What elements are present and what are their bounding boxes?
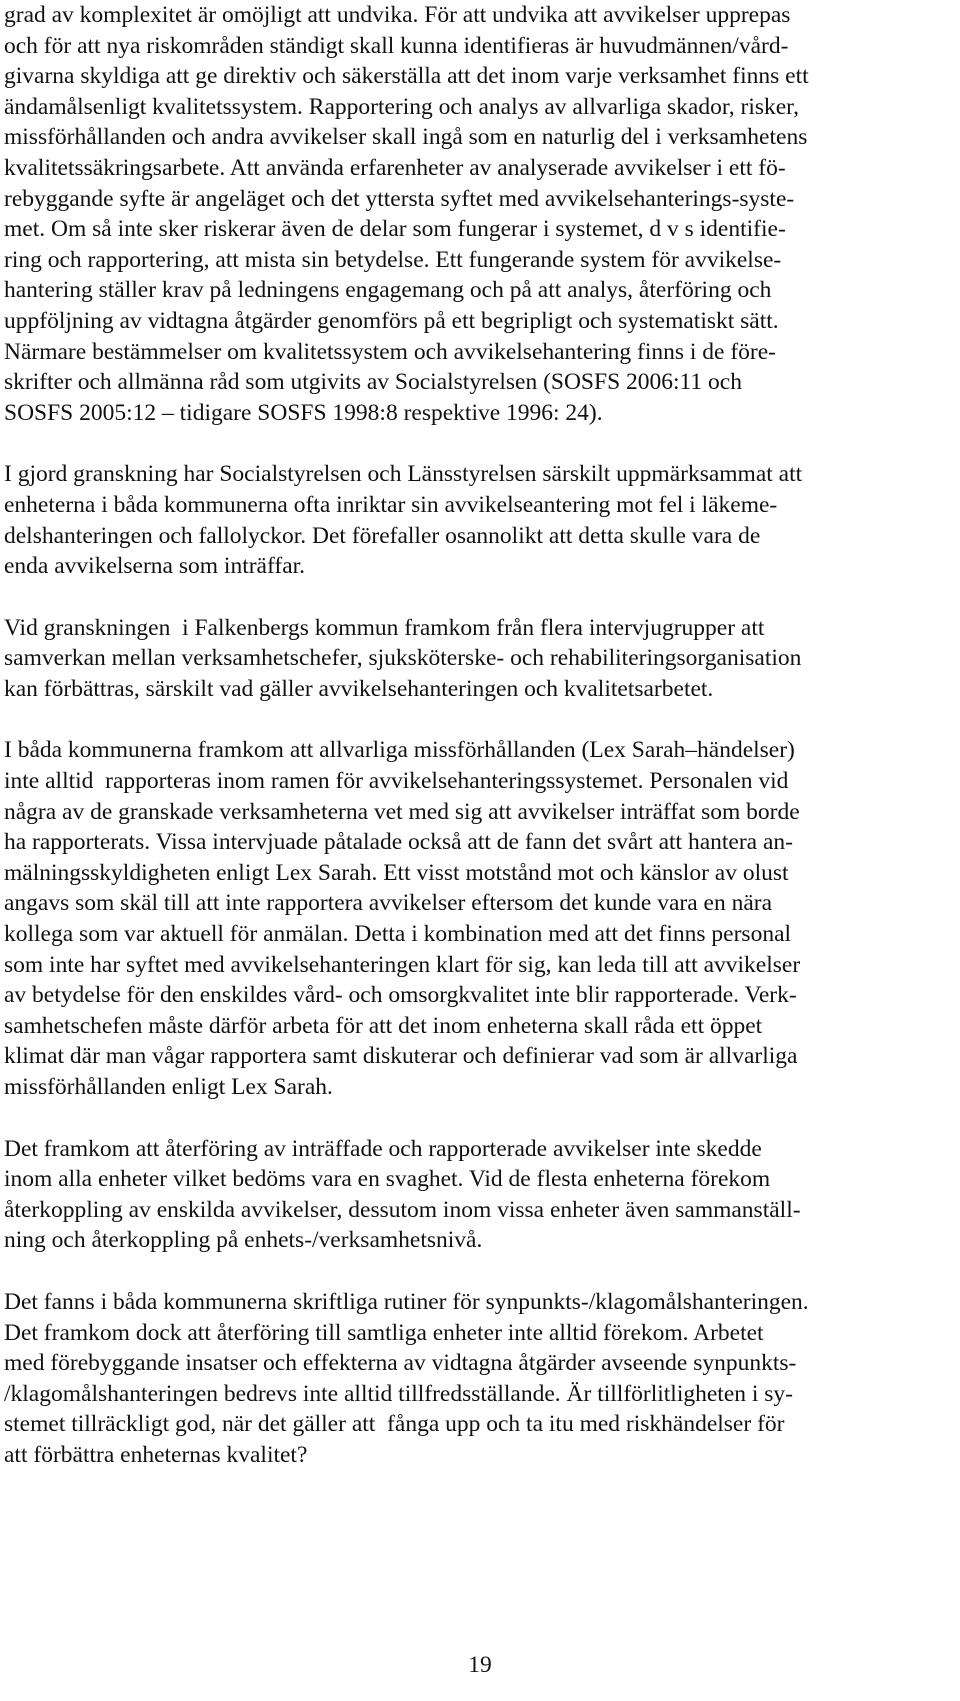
text-line: grad av komplexitet är omöjligt att undvika. För att undvika att avvikelser upprepas <box>4 2 791 28</box>
text-line: med förebyggande insatser och effekterna av vidtagna åtgärder avseende synpunkts- <box>4 1350 797 1377</box>
text-line: I båda kommunerna framkom att allvarliga missförhållanden (Lex Sarah–händelser) <box>4 737 795 764</box>
text-line: och för att nya riskområden ständigt skall kunna identifieras är huvudmännen/vård- <box>4 32 789 59</box>
paragraph-review-findings <box>4 459 956 581</box>
text-line: stemet tillräckligt god, när det gäller att fånga upp och ta itu med riskhändelser för <box>4 1411 785 1438</box>
text-line: kan förbättras, särskilt vad gäller avvikelsehanteringen och kvalitetsarbetet. <box>4 675 714 702</box>
text-line: ändamålsenligt kvalitetssystem. Rapportering och analys av allvarliga skador, risker, <box>4 93 799 120</box>
text-line: Det framkom dock att återföring till samtliga enheter inte alltid förekom. Arbetet <box>4 1319 764 1346</box>
text-line: kollega som var aktuell för anmälan. Detta i kombination med att det finns personal <box>4 921 792 948</box>
text-line: enheterna i båda kommunerna ofta inriktar sin avvikelseantering mot fel i läkeme- <box>4 491 778 518</box>
text-line: Närmare bestämmelser om kvalitetssystem och avvikelsehantering finns i de före- <box>4 338 776 365</box>
text-line: klimat där man vågar rapportera samt diskuterar och definierar vad som är allvarliga <box>4 1043 798 1070</box>
paragraph-quality-system <box>4 0 956 428</box>
text-line: met. Om så inte sker riskerar även de delar som fungerar i systemet, d v s identifie- <box>4 216 786 243</box>
paragraph-falkenberg <box>4 613 956 705</box>
paragraph-lex-sarah <box>4 735 956 1102</box>
document-body <box>4 0 956 1471</box>
text-line: ning och återkoppling på enhets-/verksamhetsnivå. <box>4 1227 483 1254</box>
text-line: ring och rapportering, att mista sin betydelse. Ett fungerande system för avvikelse- <box>4 246 782 273</box>
text-line: /klagomålshanteringen bedrevs inte alltid tillfredsställande. Är tillförlitligheten i sy- <box>4 1380 794 1407</box>
text-line: som inte har syftet med avvikelsehanteringen klart för sig, kan leda till att avvikelser <box>4 951 801 978</box>
page-number: 19 <box>468 1652 492 1678</box>
text-line: återkoppling av enskilda avvikelser, dessutom inom vissa enheter även sammanställ- <box>4 1196 801 1223</box>
text-line: Vid granskningen i Falkenbergs kommun framkom från flera intervjugrupper att <box>4 614 765 641</box>
text-line: givarna skyldiga att ge direktiv och säkerställa att det inom varje verksamhet finns ett <box>4 63 809 90</box>
text-line: skrifter och allmänna råd som utgivits av Socialstyrelsen (SOSFS 2006:11 och <box>4 369 742 396</box>
paragraph-complaints <box>4 1287 956 1471</box>
text-line: samverkan mellan verksamhetschefer, sjuksköterske- och rehabiliteringsorganisation <box>4 645 802 672</box>
text-line: mälningsskyldigheten enligt Lex Sarah. Ett visst motstånd mot och känslor av olust <box>4 859 789 886</box>
text-line: enda avvikelserna som inträffar. <box>4 553 306 580</box>
text-line: I gjord granskning har Socialstyrelsen och Länsstyrelsen särskilt uppmärksammat att <box>4 461 803 488</box>
text-line: några av de granskade verksamheterna vet med sig att avvikelser inträffat som borde <box>4 798 800 825</box>
text-line: ha rapporterats. Vissa intervjuade påtalade också att de fann det svårt att hantera an- <box>4 829 793 856</box>
text-line: hantering ställer krav på ledningens engagemang och på att analys, återföring och <box>4 277 772 304</box>
text-line: missförhållanden enligt Lex Sarah. <box>4 1074 333 1100</box>
text-line: inte alltid rapporteras inom ramen för avvikelsehanteringssystemet. Personalen vid <box>4 768 789 795</box>
paragraph-feedback <box>4 1134 956 1256</box>
text-line: samhetschefen måste därför arbeta för att det inom enheterna skall råda ett öppet <box>4 1012 763 1039</box>
text-line: angavs som skäl till att inte rapportera avvikelser eftersom det kunde vara en nära <box>4 890 773 917</box>
text-line: missförhållanden och andra avvikelser skall ingå som en naturlig del i verksamhetens <box>4 124 808 151</box>
text-line: kvalitetssäkringsarbete. Att använda erfarenheter av analyserade avvikelser i ett fö- <box>4 154 786 181</box>
text-line: rebyggande syfte är angeläget och det yttersta syftet med avvikelsehanterings-syste- <box>4 185 795 212</box>
text-line: att förbättra enheternas kvalitet? <box>4 1441 308 1468</box>
text-line: uppföljning av vidtagna åtgärder genomförs på ett begripligt och systematiskt sätt. <box>4 307 779 334</box>
text-line: av betydelse för den enskildes vård- och omsorgkvalitet inte blir rapporterade. Verk- <box>4 982 797 1009</box>
text-line: Det framkom att återföring av inträffade och rapporterade avvikelser inte skedde <box>4 1135 762 1162</box>
text-line: SOSFS 2005:12 – tidigare SOSFS 1998:8 respektive 1996: 24). <box>4 399 603 426</box>
text-line: Det fanns i båda kommunerna skriftliga rutiner för synpunkts-/klagomålshanteringen. <box>4 1288 809 1315</box>
text-line: delshanteringen och fallolyckor. Det förefaller osannolikt att detta skulle vara de <box>4 522 761 549</box>
text-line: inom alla enheter vilket bedöms vara en svaghet. Vid de flesta enheterna förekom <box>4 1166 771 1193</box>
